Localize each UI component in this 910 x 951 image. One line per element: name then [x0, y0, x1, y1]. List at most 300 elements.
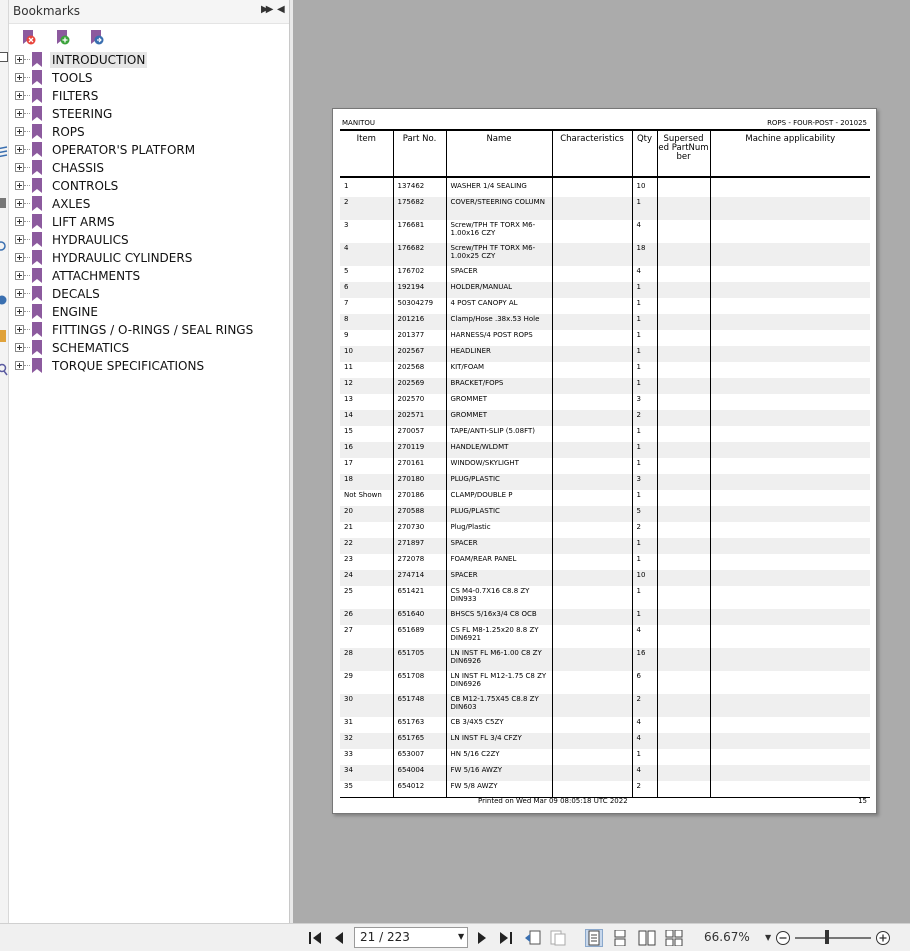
cell-part-no: 270180	[393, 474, 446, 490]
column-header: Part No.	[393, 130, 446, 177]
continuous-facing-view-icon[interactable]	[665, 930, 683, 946]
cell-name: Clamp/Hose .38x.53 Hole	[446, 314, 552, 330]
expand-icon[interactable]	[15, 235, 24, 244]
cell-machine-applicability	[710, 243, 870, 266]
cell-name: FW 5/8 AWZY	[446, 781, 552, 797]
cell-part-no: 653007	[393, 749, 446, 765]
cell-part-no: 270119	[393, 442, 446, 458]
document-page	[332, 108, 877, 814]
cell-name: HOLDER/MANUAL	[446, 282, 552, 298]
cell-superseded	[657, 733, 710, 749]
bookmark-label[interactable]: INTRODUCTION	[52, 53, 146, 67]
cell-part-no: 270161	[393, 458, 446, 474]
cell-part-no: 202571	[393, 410, 446, 426]
cell-characteristics	[552, 694, 632, 717]
cell-superseded	[657, 490, 710, 506]
cell-characteristics	[552, 243, 632, 266]
cell-name: PLUG/PLASTIC	[446, 474, 552, 490]
bookmark-icon	[32, 358, 42, 373]
cell-part-no: 201216	[393, 314, 446, 330]
signatures-icon[interactable]	[0, 290, 8, 300]
table-row	[340, 609, 870, 625]
bookmark-item[interactable]	[9, 249, 290, 267]
table-row	[340, 749, 870, 765]
cell-item: 33	[344, 750, 353, 758]
cell-machine-applicability	[710, 538, 870, 554]
bookmark-item[interactable]	[9, 69, 290, 87]
bookmark-icon	[32, 340, 42, 355]
cell-qty: 1	[632, 490, 657, 506]
cell-item: 23	[344, 555, 353, 563]
cell-machine-applicability	[710, 586, 870, 609]
cell-characteristics	[552, 410, 632, 426]
cell-characteristics	[552, 490, 632, 506]
cell-qty: 4	[632, 266, 657, 282]
cell-characteristics	[552, 474, 632, 490]
cell-name: CB M12-1.75X45 C8.8 ZY DIN603	[446, 694, 552, 717]
delete-bookmark-icon[interactable]	[20, 29, 36, 46]
cell-characteristics	[552, 330, 632, 346]
bookmark-icon	[32, 286, 42, 301]
expand-icon[interactable]	[15, 181, 24, 190]
cell-part-no: 202567	[393, 346, 446, 362]
expand-icon[interactable]	[15, 325, 24, 334]
cell-item: 20	[340, 506, 393, 522]
cell-item: 18	[340, 474, 393, 490]
previous-view-icon[interactable]	[524, 930, 542, 946]
bookmark-label[interactable]: ROPS	[52, 125, 85, 139]
cell-item: 17	[344, 459, 353, 467]
cell-qty: 1	[632, 314, 657, 330]
add-bookmark-icon[interactable]	[54, 29, 70, 46]
cell-qty: 1	[632, 749, 657, 765]
cell-characteristics	[552, 282, 632, 298]
cell-machine-applicability	[710, 426, 870, 442]
last-page-icon[interactable]	[498, 930, 514, 946]
table-row	[340, 625, 870, 648]
cell-characteristics	[552, 609, 632, 625]
cell-name: Screw/TPH TF TORX M6-1.00x16 CZY	[446, 220, 552, 243]
cell-machine-applicability	[710, 694, 870, 717]
cell-qty: 1	[632, 442, 657, 458]
cell-superseded	[657, 410, 710, 426]
bookmark-label[interactable]: FITTINGS / O-RINGS / SEAL RINGS	[52, 323, 254, 337]
cell-part-no: 654004	[393, 765, 446, 781]
cell-part-no: 651765	[393, 733, 446, 749]
table-row	[340, 586, 870, 609]
cell-item: 31	[344, 718, 353, 726]
cell-item: 28	[340, 648, 393, 671]
cell-item: 12	[340, 378, 393, 394]
previous-page-icon[interactable]	[332, 930, 346, 946]
bookmark-item[interactable]	[9, 267, 290, 285]
cell-qty: 1	[632, 378, 657, 394]
cell-characteristics	[552, 717, 632, 733]
cell-name: SPACER	[446, 266, 552, 282]
cell-part-no: 654012	[393, 781, 446, 797]
expand-icon[interactable]	[15, 55, 24, 64]
cell-name: PLUG/PLASTIC	[446, 506, 552, 522]
bookmark-item[interactable]	[9, 87, 290, 105]
cell-characteristics	[552, 362, 632, 378]
table-row	[340, 458, 870, 474]
cell-part-no: 176702	[393, 266, 446, 282]
zoom-slider-track[interactable]	[795, 937, 871, 939]
bookmark-label[interactable]: CHASSIS	[52, 161, 105, 175]
bookmark-label[interactable]: CONTROLS	[52, 179, 119, 193]
bookmark-icon	[32, 178, 42, 193]
bookmark-label[interactable]: SCHEMATICS	[52, 341, 130, 355]
cell-characteristics	[552, 181, 632, 197]
cell-qty: 3	[632, 394, 657, 410]
cell-item: 10	[340, 346, 393, 362]
tree-connector	[24, 185, 30, 186]
cell-characteristics	[552, 458, 632, 474]
zoom-slider-thumb[interactable]	[825, 930, 829, 944]
bookmark-label[interactable]: ENGINE	[52, 305, 98, 319]
cell-characteristics	[552, 314, 632, 330]
cell-part-no: 270588	[393, 506, 446, 522]
expand-icon[interactable]	[15, 307, 24, 316]
cell-superseded	[657, 554, 710, 570]
close-panel-icon[interactable]: ◀	[277, 4, 285, 15]
expand-panel-icon[interactable]: ▶▶	[261, 4, 271, 15]
cell-qty: 2	[632, 522, 657, 538]
cell-superseded	[657, 671, 710, 694]
bookmark-icon	[32, 214, 42, 229]
navigation-toolbar	[0, 923, 910, 951]
cell-item: 24	[340, 570, 393, 586]
cell-item: 30	[340, 694, 393, 717]
bookmark-label[interactable]: FILTERS	[52, 89, 99, 103]
cell-name: GROMMET	[446, 410, 552, 426]
table-row	[340, 442, 870, 458]
bookmark-item[interactable]	[9, 321, 290, 339]
bookmark-label[interactable]: AXLES	[52, 197, 91, 211]
cell-part-no: 651640	[393, 609, 446, 625]
bookmark-item[interactable]	[9, 159, 290, 177]
zoom-in-icon[interactable]	[875, 930, 891, 946]
single-page-view-icon[interactable]	[586, 930, 602, 946]
cell-machine-applicability	[710, 648, 870, 671]
cell-qty: 1	[632, 346, 657, 362]
bookmark-item[interactable]	[9, 105, 290, 123]
cell-superseded	[657, 506, 710, 522]
cell-qty: 1	[632, 586, 657, 609]
cell-item: 13	[344, 395, 353, 403]
cell-part-no: 651763	[393, 717, 446, 733]
table-row	[340, 330, 870, 346]
cell-qty: 2	[632, 781, 657, 797]
table-row	[340, 733, 870, 749]
cell-qty: 10	[632, 181, 657, 197]
table-row	[340, 554, 870, 570]
expand-icon[interactable]	[15, 289, 24, 298]
cell-superseded	[657, 394, 710, 410]
cell-qty: 4	[632, 765, 657, 781]
cell-superseded	[657, 570, 710, 586]
cell-name: CLAMP/DOUBLE P	[446, 490, 552, 506]
cell-characteristics	[552, 298, 632, 314]
facing-view-icon[interactable]	[638, 930, 656, 946]
expand-icon[interactable]	[15, 253, 24, 262]
zoom-dropdown-icon[interactable]: ▼	[765, 933, 772, 942]
cell-superseded	[657, 314, 710, 330]
bookmark-label[interactable]: TORQUE SPECIFICATIONS	[52, 359, 205, 373]
table-row	[340, 781, 870, 797]
tree-connector	[24, 149, 30, 150]
comments-icon[interactable]	[0, 236, 8, 246]
cell-name: BHSCS 5/16x3/4 C8 OCB	[446, 609, 552, 625]
cell-characteristics	[552, 586, 632, 609]
cell-qty: 1	[632, 330, 657, 346]
table-row	[340, 220, 870, 243]
bookmark-item[interactable]	[9, 123, 290, 141]
cell-superseded	[657, 282, 710, 298]
table-row	[340, 314, 870, 330]
next-view-icon[interactable]	[549, 930, 567, 946]
search-icon[interactable]	[0, 362, 8, 372]
expand-icon[interactable]	[15, 271, 24, 280]
parts-table	[340, 129, 870, 798]
next-page-icon[interactable]	[475, 930, 489, 946]
bookmark-properties-icon[interactable]	[88, 29, 104, 46]
cell-item: 34	[340, 765, 393, 781]
bookmark-icon	[32, 88, 42, 103]
attachments-icon[interactable]	[0, 198, 6, 208]
cell-part-no: 651748	[393, 694, 446, 717]
table-row	[340, 474, 870, 490]
bookmark-item[interactable]	[9, 141, 290, 159]
cell-machine-applicability	[710, 570, 870, 586]
panel-title: Bookmarks	[13, 4, 81, 18]
cell-item: 7	[344, 299, 349, 307]
table-row	[340, 570, 870, 586]
cell-part-no: 270730	[393, 522, 446, 538]
cell-machine-applicability	[710, 197, 870, 220]
cell-machine-applicability	[710, 394, 870, 410]
bookmark-label[interactable]: ATTACHMENTS	[52, 269, 141, 283]
cell-machine-applicability	[710, 522, 870, 538]
page-thumbnail-icon[interactable]	[0, 52, 8, 62]
layers-icon[interactable]	[0, 145, 8, 155]
cell-characteristics	[552, 378, 632, 394]
first-page-icon[interactable]	[307, 930, 323, 946]
bookmark-item[interactable]	[9, 51, 290, 69]
table-header-row	[340, 130, 870, 177]
cell-machine-applicability	[710, 717, 870, 733]
cell-item: 29	[344, 672, 353, 680]
cell-machine-applicability	[710, 781, 870, 797]
expand-icon[interactable]	[15, 199, 24, 208]
cell-item: 6	[340, 282, 393, 298]
side-icon-strip	[0, 0, 9, 923]
cell-name: GROMMET	[446, 394, 552, 410]
table-row	[340, 694, 870, 717]
cell-superseded	[657, 220, 710, 243]
cell-superseded	[657, 694, 710, 717]
cell-part-no: 202570	[393, 394, 446, 410]
bookmark-label[interactable]: HYDRAULICS	[52, 233, 129, 247]
cell-item: 26	[340, 609, 393, 625]
cell-item: 32	[340, 733, 393, 749]
bookmark-icon	[32, 232, 42, 247]
bookmark-label[interactable]: STEERING	[52, 107, 113, 121]
expand-icon[interactable]	[15, 145, 24, 154]
cell-part-no: 50304279	[393, 298, 446, 314]
cell-machine-applicability	[710, 749, 870, 765]
cell-qty: 1	[632, 298, 657, 314]
cell-characteristics	[552, 733, 632, 749]
page-header-brand: MANITOU	[342, 119, 376, 127]
tree-connector	[24, 203, 30, 204]
tree-connector	[24, 239, 30, 240]
cell-superseded	[657, 522, 710, 538]
cell-characteristics	[552, 570, 632, 586]
bookmark-label[interactable]: HYDRAULIC CYLINDERS	[52, 251, 193, 265]
cell-machine-applicability	[710, 181, 870, 197]
cell-superseded	[657, 625, 710, 648]
cell-qty: 4	[632, 220, 657, 243]
table-row	[340, 490, 870, 506]
cell-item: 1	[344, 182, 349, 190]
tree-connector	[24, 329, 30, 330]
cell-qty: 1	[632, 609, 657, 625]
expand-icon[interactable]	[15, 127, 24, 136]
cell-name: WASHER 1/4 SEALING	[446, 181, 552, 197]
tree-connector	[24, 347, 30, 348]
tree-connector	[24, 113, 30, 114]
bookmark-item[interactable]	[9, 285, 290, 303]
cell-superseded	[657, 781, 710, 797]
continuous-view-icon[interactable]	[612, 930, 628, 946]
bookmark-icon	[32, 142, 42, 157]
cell-machine-applicability	[710, 474, 870, 490]
cell-characteristics	[552, 538, 632, 554]
cell-name: HEADLINER	[446, 346, 552, 362]
cell-qty: 4	[632, 733, 657, 749]
cell-machine-applicability	[710, 671, 870, 694]
bookmark-item[interactable]	[9, 195, 290, 213]
bookmark-label[interactable]: DECALS	[52, 287, 100, 301]
cell-item: 4	[340, 243, 393, 266]
bookmark-icon	[32, 196, 42, 211]
cell-qty: 2	[632, 410, 657, 426]
cell-item: 15	[344, 427, 353, 435]
cell-qty: 18	[632, 243, 657, 266]
cell-qty: 16	[632, 648, 657, 671]
bookmark-icon	[32, 124, 42, 139]
bookmark-item[interactable]	[9, 339, 290, 357]
page-number-field[interactable]: 21 / 223	[354, 927, 468, 948]
cell-item: 14	[340, 410, 393, 426]
cell-name: COVER/STEERING COLUMN	[446, 197, 552, 220]
cell-characteristics	[552, 625, 632, 648]
cell-qty: 4	[632, 717, 657, 733]
expand-icon[interactable]	[15, 361, 24, 370]
expand-icon[interactable]	[15, 343, 24, 352]
table-row	[340, 243, 870, 266]
cell-characteristics	[552, 554, 632, 570]
bookmark-icon	[32, 322, 42, 337]
bookmark-item[interactable]	[9, 213, 290, 231]
expand-icon[interactable]	[15, 217, 24, 226]
cell-machine-applicability	[710, 609, 870, 625]
cell-part-no: 651705	[393, 648, 446, 671]
page-header-section: ROPS - FOUR-POST - 201025	[767, 119, 867, 127]
cell-part-no: 176681	[393, 220, 446, 243]
tree-connector	[24, 95, 30, 96]
bookmark-item[interactable]	[9, 231, 290, 249]
cell-qty: 3	[632, 474, 657, 490]
bookmark-label[interactable]: TOOLS	[52, 71, 93, 85]
cell-name: BRACKET/FOPS	[446, 378, 552, 394]
expand-icon[interactable]	[15, 109, 24, 118]
cell-part-no: 137462	[393, 181, 446, 197]
cell-name: FW 5/16 AWZY	[446, 765, 552, 781]
cell-qty: 2	[632, 694, 657, 717]
cell-qty: 1	[632, 362, 657, 378]
cell-name: KIT/FOAM	[446, 362, 552, 378]
cell-name: TAPE/ANTI-SLIP (5.08FT)	[446, 426, 552, 442]
expand-icon[interactable]	[15, 163, 24, 172]
bookmark-item[interactable]	[9, 177, 290, 195]
security-lock-icon[interactable]	[0, 330, 6, 342]
cell-machine-applicability	[710, 298, 870, 314]
bookmark-item[interactable]	[9, 303, 290, 321]
cell-name: SPACER	[446, 538, 552, 554]
document-viewport[interactable]	[293, 0, 910, 923]
table-row	[340, 346, 870, 362]
table-row	[340, 282, 870, 298]
table-row	[340, 506, 870, 522]
cell-name: LN INST FL 3/4 CFZY	[446, 733, 552, 749]
cell-superseded	[657, 717, 710, 733]
cell-qty: 1	[632, 282, 657, 298]
cell-qty: 4	[632, 625, 657, 648]
cell-name: CS M4-0.7X16 C8.8 ZY DIN933	[446, 586, 552, 609]
zoom-out-icon[interactable]	[775, 930, 791, 946]
table-row	[340, 362, 870, 378]
printed-on-text: Printed on Wed Mar 09 08:05:18 UTC 2022	[478, 797, 628, 805]
tree-connector	[24, 77, 30, 78]
cell-qty: 1	[632, 538, 657, 554]
bookmark-label[interactable]: LIFT ARMS	[52, 215, 115, 229]
cell-part-no: 192194	[393, 282, 446, 298]
cell-part-no: 176682	[393, 243, 446, 266]
zoom-level[interactable]: 66.67%	[704, 930, 750, 944]
cell-characteristics	[552, 781, 632, 797]
tree-connector	[24, 365, 30, 366]
table-row	[340, 538, 870, 554]
cell-part-no: 175682	[393, 197, 446, 220]
cell-name: CB 3/4X5 C5ZY	[446, 717, 552, 733]
cell-superseded	[657, 538, 710, 554]
cell-machine-applicability	[710, 625, 870, 648]
page-dropdown-icon[interactable]: ▼	[458, 932, 465, 941]
expand-icon[interactable]	[15, 91, 24, 100]
cell-superseded	[657, 749, 710, 765]
expand-icon[interactable]	[15, 73, 24, 82]
cell-qty: 1	[632, 458, 657, 474]
bookmark-tree	[9, 51, 290, 375]
cell-superseded	[657, 648, 710, 671]
cell-superseded	[657, 243, 710, 266]
cell-superseded	[657, 474, 710, 490]
bookmark-label[interactable]: OPERATOR'S PLATFORM	[52, 143, 196, 157]
bookmark-item[interactable]	[9, 357, 290, 375]
cell-item: 21	[344, 523, 353, 531]
